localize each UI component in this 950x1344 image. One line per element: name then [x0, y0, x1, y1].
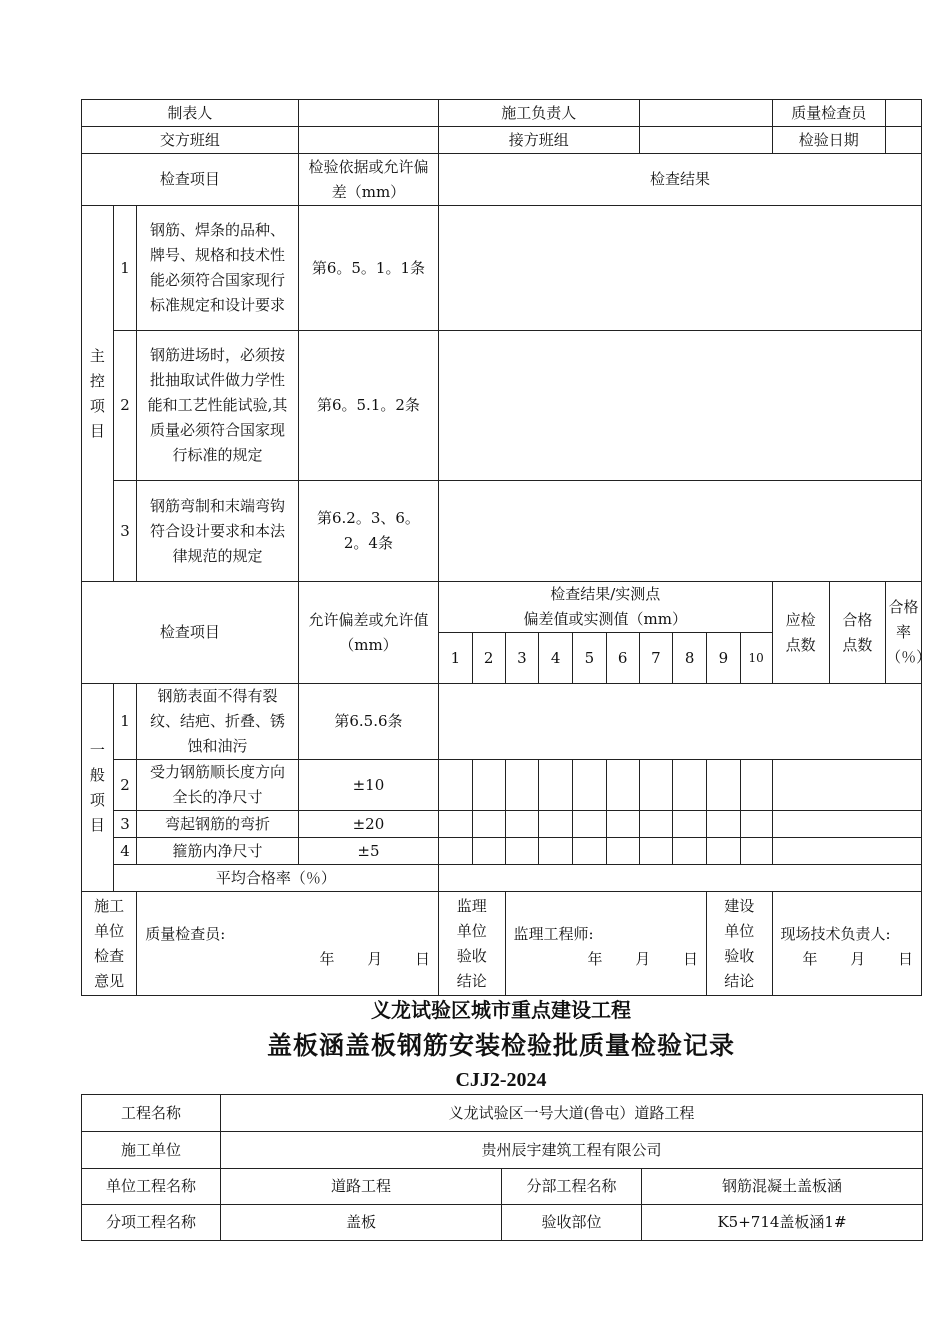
supervision-engineer-signature[interactable]: 监理工程师: 年 月 日: [505, 892, 707, 996]
point-number: 8: [673, 633, 707, 684]
standard-code: CJJ2-2024: [455, 1069, 547, 1091]
main-item-basis: 第6。5.1。2条: [298, 331, 438, 481]
supervision-conclusion-label: 监理单位验收结论: [439, 892, 505, 996]
main-item-no: 2: [113, 331, 137, 481]
project-title: 义龙试验区城市重点建设工程: [371, 998, 631, 1022]
measure-cell[interactable]: [740, 838, 772, 865]
construction-opinion-label: 施工单位检查意见: [82, 892, 137, 996]
measure-cell[interactable]: [606, 760, 639, 811]
main-control-group-label: 主控项目: [82, 206, 114, 582]
point-number: 6: [606, 633, 639, 684]
quality-inspector-signature[interactable]: 质量检查员: 年 月 日: [137, 892, 439, 996]
general-item-no: 4: [113, 838, 137, 865]
general-tolerance-header: 允许偏差或允许值（mm）: [298, 582, 438, 684]
main-item-basis: 第6。5。1。1条: [298, 206, 438, 331]
main-item-desc: 钢筋进场时，必须按批抽取试件做力学性能和工艺性能试验,其质量必须符合国家现行标准的规定: [137, 331, 299, 481]
measure-cell[interactable]: [707, 760, 741, 811]
measure-cell[interactable]: [740, 811, 772, 838]
point-number: 3: [505, 633, 539, 684]
measure-cell[interactable]: [673, 760, 707, 811]
unit-project-label: 单位工程名称: [82, 1169, 221, 1205]
inspection-table: [81, 99, 932, 996]
general-group-label: 一般项目: [82, 684, 114, 892]
general-item-no: 1: [113, 684, 137, 760]
handover-team-label: 交方班组: [82, 127, 299, 154]
preparer-value[interactable]: [298, 100, 438, 127]
measure-cell[interactable]: [606, 811, 639, 838]
measure-cell[interactable]: [707, 811, 741, 838]
unit-project-value: 道路工程: [221, 1169, 502, 1205]
point-number: 10: [740, 633, 772, 684]
sub-project-label: 分部工程名称: [502, 1169, 642, 1205]
main-item-no: 1: [113, 206, 137, 331]
inspection-date-label: 检验日期: [772, 127, 886, 154]
general-item-summary[interactable]: [772, 838, 921, 865]
general-item-summary[interactable]: [772, 811, 921, 838]
item-project-value: 盖板: [221, 1205, 502, 1241]
main-item-result[interactable]: [439, 331, 922, 481]
pass-rate-header: 合格率（％）: [886, 582, 922, 684]
main-item-basis: 第6.2。3、6。2。4条: [298, 481, 438, 582]
signature-date: 年 月 日: [802, 950, 913, 968]
general-item-desc: 箍筋内净尺寸: [137, 838, 299, 865]
item-project-label: 分项工程名称: [82, 1205, 221, 1241]
acceptance-part-label: 验收部位: [502, 1205, 642, 1241]
main-basis-header: 检验依据或允许偏差（mm）: [298, 154, 438, 206]
main-item-result[interactable]: [439, 206, 922, 331]
general-item-tol: ±20: [298, 811, 438, 838]
general-item-desc: 弯起钢筋的弯折: [137, 811, 299, 838]
general-item-tol: ±5: [298, 838, 438, 865]
measure-cell[interactable]: [439, 838, 473, 865]
general-item-tol: ±10: [298, 760, 438, 811]
measure-cell[interactable]: [505, 838, 539, 865]
measure-cell[interactable]: [439, 811, 473, 838]
quality-inspector-value[interactable]: [886, 100, 922, 127]
point-number: 1: [439, 633, 473, 684]
signature-date: 年 月 日: [587, 950, 699, 968]
main-result-header: 检查结果: [439, 154, 922, 206]
main-item-desc: 钢筋弯制和末端弯钩符合设计要求和本法律规范的规定: [137, 481, 299, 582]
record-title: 盖板涵盖板钢筋安装检验批质量检验记录: [266, 1031, 735, 1060]
average-pass-rate-value[interactable]: [439, 865, 922, 892]
contractor-label: 施工单位: [82, 1132, 221, 1169]
point-number: 5: [573, 633, 607, 684]
measure-cell[interactable]: [639, 811, 673, 838]
measure-cell[interactable]: [573, 811, 607, 838]
general-item-no: 2: [113, 760, 137, 811]
measure-cell[interactable]: [539, 811, 573, 838]
preparer-label: 制表人: [82, 100, 299, 127]
general-item-no: 3: [113, 811, 137, 838]
measure-cell[interactable]: [439, 760, 473, 811]
measure-cell[interactable]: [539, 760, 573, 811]
general-item-desc: 钢筋表面不得有裂纹、结疤、折叠、锈蚀和油污: [137, 684, 299, 760]
measure-cell[interactable]: [673, 811, 707, 838]
measure-cell[interactable]: [505, 811, 539, 838]
measure-cell[interactable]: [639, 838, 673, 865]
construction-lead-label: 施工负责人: [439, 100, 640, 127]
measure-cell[interactable]: [606, 838, 639, 865]
qualified-points-header: 合格点数: [829, 582, 885, 684]
contractor-value: 贵州辰宇建筑工程有限公司: [221, 1132, 923, 1169]
measure-cell[interactable]: [472, 838, 505, 865]
measure-cell[interactable]: [639, 760, 673, 811]
general-item-tol: 第6.5.6条: [298, 684, 438, 760]
measure-cell[interactable]: [472, 811, 505, 838]
handover-team-value[interactable]: [298, 127, 438, 154]
signature-date: 年 月 日: [319, 950, 431, 968]
measure-cell[interactable]: [573, 838, 607, 865]
receiving-team-value[interactable]: [639, 127, 772, 154]
measure-cell[interactable]: [673, 838, 707, 865]
main-item-no: 3: [113, 481, 137, 582]
receiving-team-label: 接方班组: [439, 127, 640, 154]
acceptance-part-value: K5+714盖板涵1#: [642, 1205, 923, 1241]
measure-cell[interactable]: [707, 838, 741, 865]
general-item-desc: 受力钢筋顺长度方向全长的净尺寸: [137, 760, 299, 811]
point-number: 2: [472, 633, 505, 684]
project-name-label: 工程名称: [82, 1095, 221, 1132]
site-tech-lead-signature[interactable]: 现场技术负责人: 年 月 日: [772, 892, 921, 996]
general-item-summary[interactable]: [772, 760, 921, 811]
point-number: 7: [639, 633, 673, 684]
quality-inspector-label: 质量检查员: [772, 100, 886, 127]
average-pass-rate-label: 平均合格率（％）: [113, 865, 438, 892]
should-check-header: 应检点数: [772, 582, 829, 684]
project-info-table: [81, 1094, 923, 1241]
main-item-header: 检查项目: [82, 154, 299, 206]
main-item-desc: 钢筋、焊条的品种、牌号、规格和技术性能必须符合国家现行标准规定和设计要求: [137, 206, 299, 331]
owner-conclusion-label: 建设单位验收结论: [707, 892, 772, 996]
construction-lead-value[interactable]: [639, 100, 772, 127]
general-item-header: 检查项目: [82, 582, 299, 684]
measure-cell[interactable]: [740, 760, 772, 811]
main-item-result[interactable]: [439, 481, 922, 582]
measure-cell[interactable]: [539, 838, 573, 865]
measure-cell[interactable]: [472, 760, 505, 811]
point-number: 9: [707, 633, 741, 684]
measure-cell[interactable]: [573, 760, 607, 811]
inspection-date-value[interactable]: [886, 127, 922, 154]
measure-cell[interactable]: [505, 760, 539, 811]
measure-header: 检查结果/实测点 偏差值或实测值（mm）: [439, 582, 773, 633]
general-item-result[interactable]: [439, 684, 922, 760]
point-number: 4: [539, 633, 573, 684]
sub-project-value: 钢筋混凝土盖板涵: [642, 1169, 923, 1205]
project-name-value: 义龙试验区一号大道(鲁屯）道路工程: [221, 1095, 923, 1132]
